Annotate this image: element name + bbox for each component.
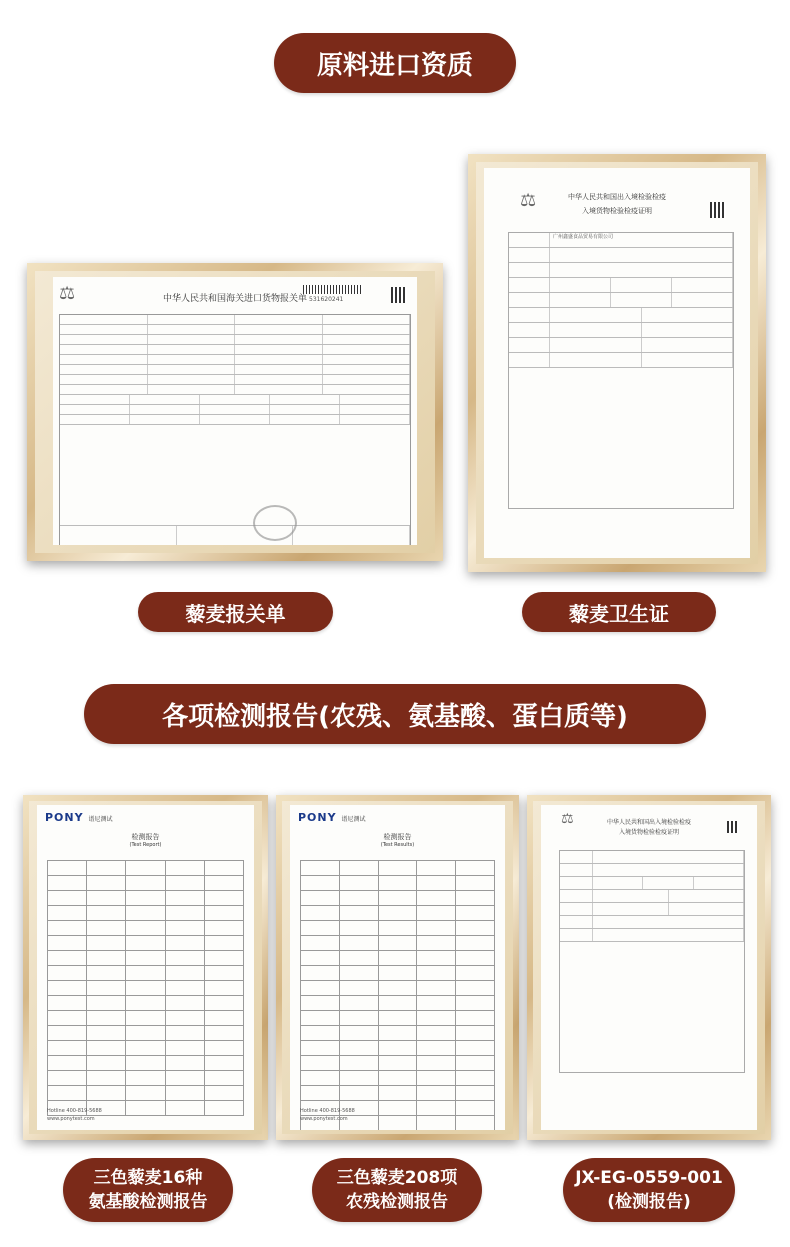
health-certificate-document bbox=[484, 168, 750, 558]
section-heading-reports bbox=[84, 684, 706, 744]
caption-amino-line1: 三色藜麦16种 bbox=[93, 1168, 203, 1188]
jx-certificate-document bbox=[541, 805, 757, 1130]
pesticide-report-title: 检测报告 bbox=[383, 833, 412, 841]
health-certificate-frame bbox=[468, 154, 766, 572]
pony-cn-name: 谱尼测试 bbox=[88, 816, 113, 823]
pesticide-hotline: Hotline 400-819-5688 bbox=[300, 1108, 355, 1114]
pesticide-report-table bbox=[300, 860, 495, 1130]
customs-document-title: 中华人民共和国海关进口货物报关单 bbox=[162, 294, 307, 304]
pesticide-website: www.ponytest.com bbox=[300, 1116, 348, 1122]
caption-health-certificate-text: 藜麦卫生证 bbox=[569, 601, 669, 626]
amino-report-title: 检测报告 bbox=[131, 833, 160, 841]
customs-qr-code-icon bbox=[391, 287, 407, 303]
pesticide-report-frame bbox=[276, 795, 519, 1140]
caption-customs bbox=[138, 592, 333, 632]
customs-barcode bbox=[303, 285, 363, 294]
amino-report-subtitle: (Test Report) bbox=[129, 842, 162, 848]
amino-acid-report-document bbox=[37, 805, 254, 1130]
caption-pesticide-line1: 三色藜麦208项 bbox=[336, 1168, 458, 1188]
pesticide-report-subtitle: (Test Results) bbox=[380, 842, 415, 848]
section-heading-import bbox=[274, 33, 516, 93]
jx-qr-code-icon bbox=[727, 821, 739, 833]
pony-cn-name: 谱尼测试 bbox=[341, 816, 366, 823]
jx-title-line2: 入境货物检验检疫证明 bbox=[618, 829, 679, 836]
customs-declaration-frame bbox=[27, 263, 443, 561]
amino-acid-report-frame bbox=[23, 795, 268, 1140]
caption-pesticide-report bbox=[312, 1158, 482, 1222]
jx-title-line1: 中华人民共和国出入境检验检疫 bbox=[606, 819, 691, 826]
caption-customs-text: 藜麦报关单 bbox=[185, 601, 286, 626]
caption-jx-report bbox=[563, 1158, 735, 1222]
customs-stamp bbox=[253, 505, 297, 541]
jx-certificate-frame bbox=[527, 795, 771, 1140]
customs-number: 531620241 bbox=[309, 296, 344, 303]
customs-emblem-icon: ⚖ bbox=[59, 283, 76, 304]
certificate-qr-code-icon bbox=[710, 202, 726, 218]
caption-jx-line1: JX-EG-0559-001 bbox=[575, 1168, 723, 1188]
certificate-title-line2: 入境货物检验检疫证明 bbox=[582, 207, 652, 215]
caption-amino-line2: 氨基酸检测报告 bbox=[88, 1192, 208, 1212]
section-heading-reports-text: 各项检测报告(农残、氨基酸、蛋白质等) bbox=[162, 701, 628, 732]
certificate-title-line1: 中华人民共和国出入境检验检疫 bbox=[568, 193, 666, 201]
amino-hotline: Hotline 400-819-5688 bbox=[47, 1108, 102, 1114]
amino-report-table bbox=[47, 860, 244, 1116]
pesticide-report-document bbox=[290, 805, 505, 1130]
caption-jx-line2: (检测报告) bbox=[607, 1192, 691, 1212]
caption-amino-report bbox=[63, 1158, 233, 1222]
amino-website: www.ponytest.com bbox=[47, 1116, 95, 1122]
jx-emblem-icon: ⚖ bbox=[561, 811, 574, 827]
pony-logo: PONY bbox=[45, 811, 84, 824]
customs-declaration-document bbox=[53, 277, 417, 545]
section-heading-import-text: 原料进口资质 bbox=[316, 50, 473, 81]
certificate-company: 广州鑫盛食品贸易有限公司 bbox=[550, 233, 733, 247]
certificate-emblem-icon: ⚖ bbox=[520, 190, 537, 211]
caption-pesticide-line2: 农残检测报告 bbox=[346, 1192, 448, 1212]
pony-logo: PONY bbox=[298, 811, 337, 824]
caption-health-certificate bbox=[522, 592, 716, 632]
